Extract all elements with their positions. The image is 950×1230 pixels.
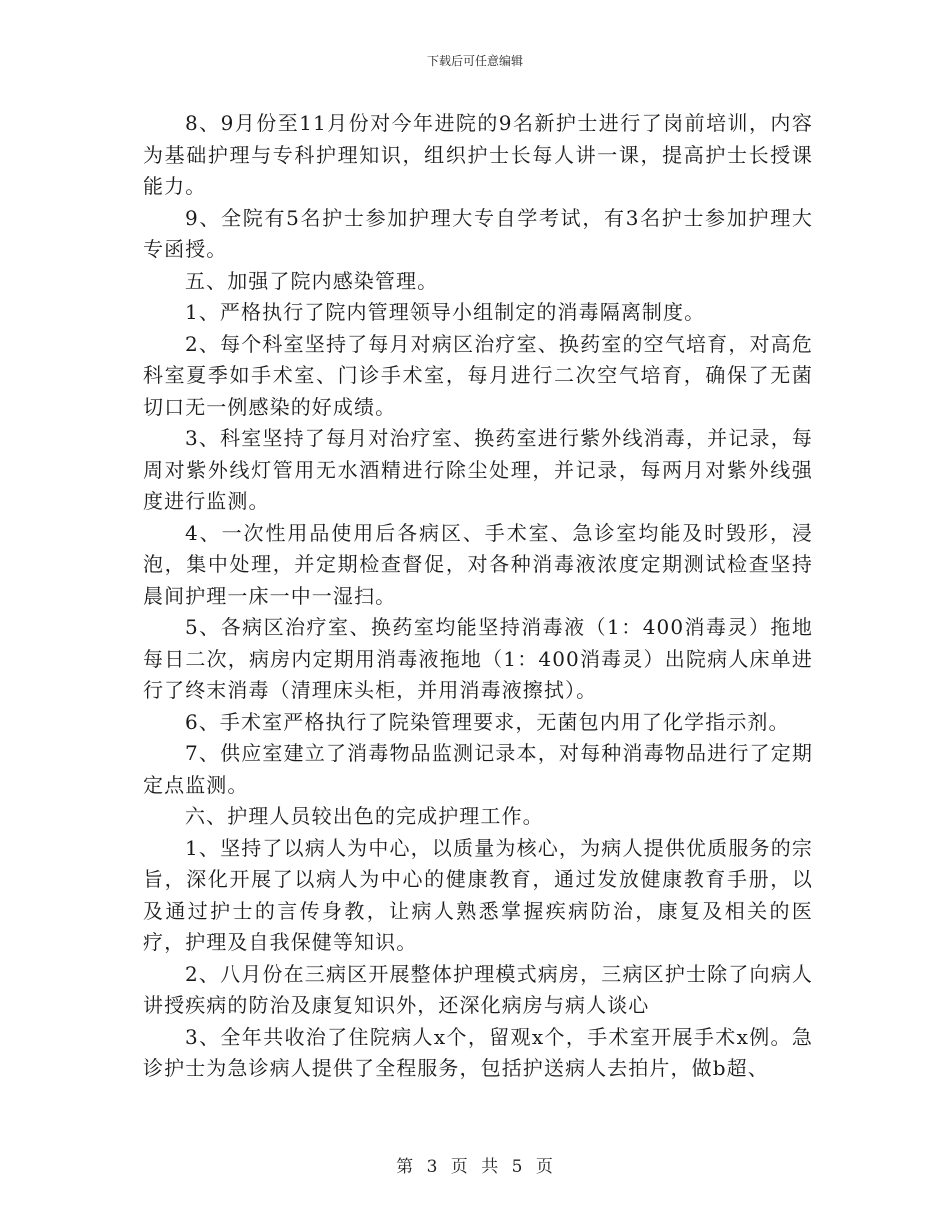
paragraph: 3、科室坚持了每月对治疗室、换药室进行紫外线消毒，并记录，每周对紫外线灯管用无水酒精进行除尘处理，并记录，每两月对紫外线强度进行监测。 [143,426,813,513]
paragraph: 5、各病区治疗室、换药室均能坚持消毒液（1：400消毒灵）拖地每日二次，病房内定期用消毒液拖地（1：400消毒灵）出院病人床单进行了终末消毒（清理床头柜，并用消毒液擦拭）。 [143,615,813,702]
page-header: 下载后可任意编辑 [426,54,523,68]
section-heading: 六、护理人员较出色的完成护理工作。 [185,804,544,828]
paragraph: 4、一次性用品使用后各病区、手术室、急诊室均能及时毁形，浸泡，集中处理，并定期检查督促，对各种消毒液浓度定期测试检查坚持晨间护理一床一中一湿扫。 [143,520,813,608]
paragraph: 8、9月份至11月份对今年进院的9名新护士进行了岗前培训，内容为基础护理与专科护理知识，组织护士长每人讲一课，提高护士长授课能力。 [143,111,813,198]
document-body [143,108,813,1085]
paragraph: 1、严格执行了院内管理领导小组制定的消毒隔离制度。 [185,300,706,324]
paragraph: 1、坚持了以病人为中心，以质量为核心，为病人提供优质服务的宗旨，深化开展了以病人为中心的健康教育，通过发放健康教育手册，以及通过护士的言传身教，让病人熟悉掌握疾病防治，康复及相关的医疗，护理及自我保健等知识。 [143,835,813,954]
page-footer: 第 3 页 共 5 页 [396,1157,554,1177]
paragraph: 7、供应室建立了消毒物品监测记录本，对每种消毒物品进行了定期定点监测。 [143,741,813,797]
section-heading: 五、加强了院内感染管理。 [185,268,439,293]
paragraph: 3、全年共收治了住院病人x个，留观x个，手术室开展手术x例。急诊护士为急诊病人提供了全程服务，包括护送病人去拍片，做b超、 [143,1024,813,1080]
paragraph: 2、八月份在三病区开展整体护理模式病房，三病区护士除了向病人讲授疾病的防治及康复知识外，还深化病房与病人谈心 [143,961,813,1017]
paragraph: 6、手术室严格执行了院染管理要求，无菌包内用了化学指示剂。 [185,709,790,734]
paragraph: 9、全院有5名护士参加护理大专自学考试，有3名护士参加护理大专函授。 [143,205,813,261]
paragraph: 2、每个科室坚持了每月对病区治疗室、换药室的空气培育，对高危科室夏季如手术室、门诊手术室，每月进行二次空气培育，确保了无菌切口无一例感染的好成绩。 [143,331,813,419]
